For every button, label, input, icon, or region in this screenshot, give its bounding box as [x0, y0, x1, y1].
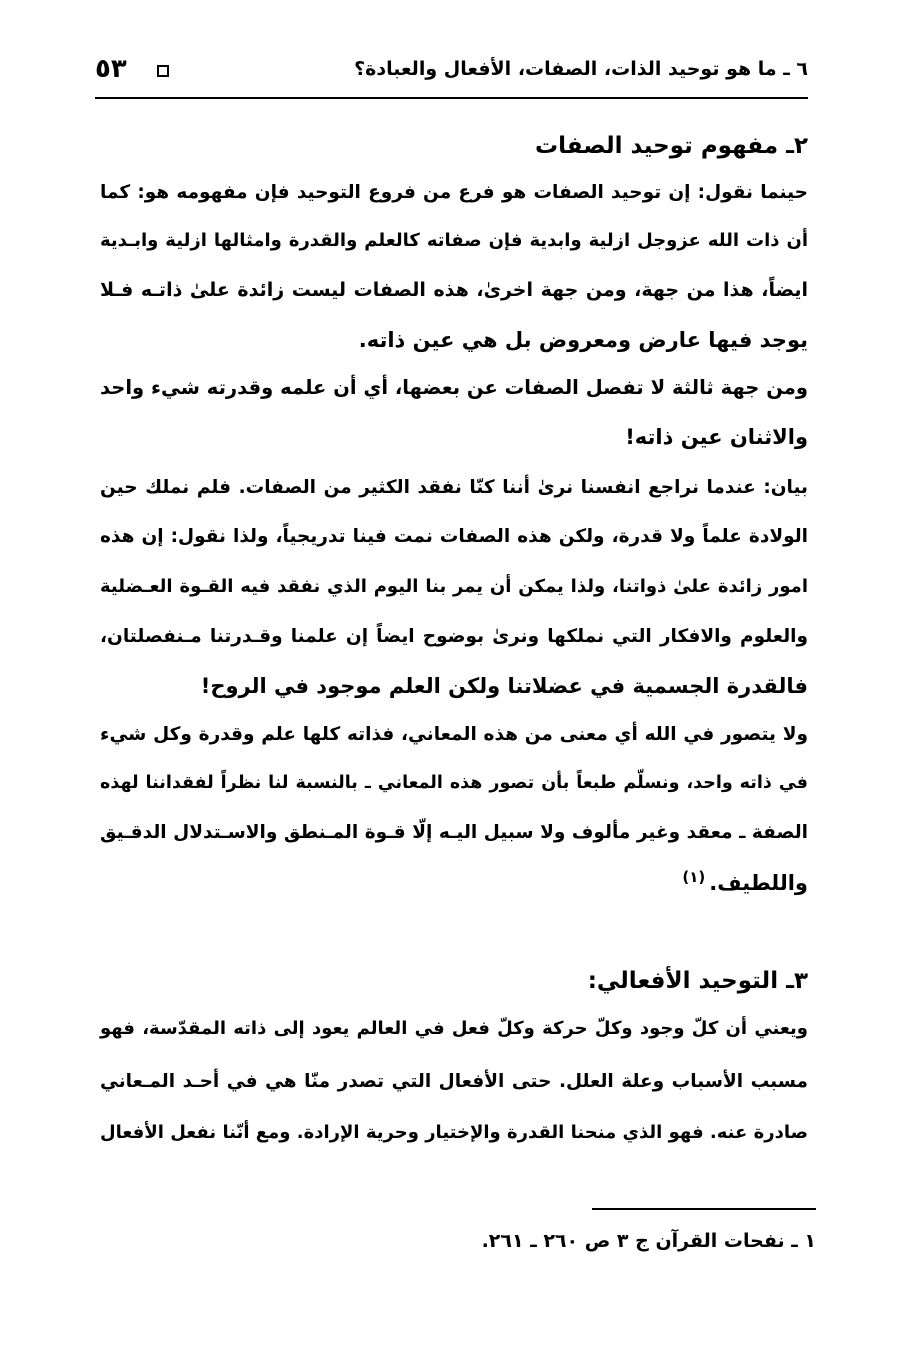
body-line: الولادة علماً ولا قدرة، ولكن هذه الصفات نمت فينا تدريجياً، ولذا نقول: إن هذه — [100, 526, 808, 547]
body-line: ويعني أن كلّ وجود وكلّ حركة وكلّ فعل في العالم يعود إلى ذاته المقدّسة، فهو — [100, 1018, 808, 1039]
body-line: ايضاً، هذا من جهة، ومن جهة اخرىٰ، هذه الصفات ليست زائدة علىٰ ذاتـه فـلا — [100, 279, 808, 301]
footnote: ١ ـ نفحات القرآن ج ٣ ص ٢٦٠ ـ ٢٦١. — [481, 1230, 816, 1252]
body-line: بيان: عندما نراجع انفسنا نرىٰ أننا كنّا نفقد الكثير من الصفات. فلم نملك حين — [100, 477, 808, 498]
body-line: الصفة ـ معقد وغير مألوف ولا سبيل اليـه إلّا قـوة المـنطق والاسـتدلال الدقـيق — [100, 822, 808, 843]
header-square-icon — [157, 65, 169, 77]
footnote-reference: (١) — [682, 868, 706, 886]
footnote-divider — [592, 1208, 816, 1210]
running-header-title: ٦ ـ ما هو توحيد الذات، الصفات، الأفعال والعبادة؟ — [354, 58, 808, 80]
body-line: ومن جهة ثالثة لا تفصل الصفات عن بعضها، أي أن علمه وقدرته شيء واحد — [100, 376, 808, 399]
body-line: أن ذات الله عزوجل ازلية وابدية فإن صفاته كالعلم والقدرة وامثالها ازلية وابـدية — [100, 230, 808, 251]
page-number: ٥٣ — [95, 54, 127, 84]
body-line: صادرة عنه. فهو الذي منحنا القدرة والإختيار وحرية الإرادة. ومع أنّنا نفعل الأفعال — [100, 1122, 808, 1143]
body-line: في ذاته واحد، ونسلّم طبعاً بأن تصور هذه المعاني ـ بالنسبة لنا نظراً لفقداننا لهذه — [100, 773, 808, 793]
body-line: امور زائدة علىٰ ذواتنا، ولذا يمكن أن يمر بنا اليوم الذي نفقد فيه القـوة العـضلية — [100, 576, 808, 597]
body-line-with-footnote — [100, 868, 808, 895]
body-line: حينما نقول: إن توحيد الصفات هو فرع من فروع التوحيد فإن مفهومه هو: كما — [100, 182, 808, 203]
body-line: والعلوم والافكار التي نملكها ونرىٰ بوضوح ايضاً إن علمنا وقـدرتنا مـنفصلتان، — [100, 626, 808, 647]
body-line: يوجد فيها عارض ومعروض بل هي عين ذاته. — [358, 328, 808, 352]
body-line: فالقدرة الجسمية في عضلاتنا ولكن العلم موجود في الروح! — [200, 674, 808, 698]
running-header — [95, 56, 808, 92]
body-line: ولا يتصور في الله أي معنى من هذه المعاني، فذاته كلها علم وقدرة وكل شيء — [100, 724, 808, 745]
body-line-text: واللطيف. — [709, 871, 808, 895]
section-heading-attributes: ٢ـ مفهوم توحيد الصفات — [535, 133, 808, 159]
header-divider — [95, 97, 808, 99]
body-line: والاثنان عين ذاته! — [625, 425, 808, 449]
body-line: مسبب الأسباب وعلة العلل. حتى الأفعال التي تصدر منّا هي في أحـد المـعاني — [100, 1071, 808, 1092]
section-heading-actions: ٣ـ التوحيد الأفعالي: — [587, 968, 808, 994]
